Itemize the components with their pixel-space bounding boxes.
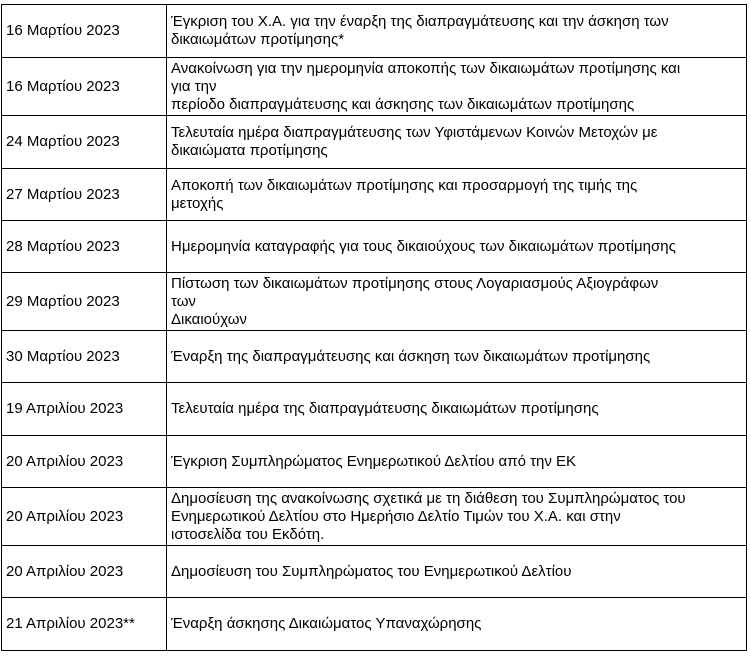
event-cell: Αποκοπή των δικαιωμάτων προτίμησης και προσαρμογή της τιμής της μετοχής [167, 169, 747, 221]
event-cell: Έναρξη της διαπραγμάτευσης και άσκηση των δικαιωμάτων προτίμησης [167, 331, 747, 383]
date-cell: 27 Μαρτίου 2023 [2, 169, 167, 221]
table-row [2, 331, 747, 383]
table-row [2, 169, 747, 221]
event-cell: Έναρξη άσκησης Δικαιώματος Υπαναχώρησης [167, 598, 747, 651]
table-row [2, 221, 747, 273]
event-cell: Έγκριση του Χ.Α. για την έναρξη της διαπραγμάτευσης και την άσκηση των δικαιωμάτων προτίμησης* [167, 5, 747, 58]
table-row [2, 436, 747, 488]
table-row [2, 383, 747, 436]
date-cell: 20 Απριλίου 2023 [2, 488, 167, 546]
event-cell: Τελευταία ημέρα διαπραγμάτευσης των Υφιστάμενων Κοινών Μετοχών με δικαιώματα προτίμησης [167, 116, 747, 169]
schedule-table [1, 4, 747, 651]
table-row [2, 273, 747, 331]
table-row [2, 116, 747, 169]
date-cell: 24 Μαρτίου 2023 [2, 116, 167, 169]
event-cell: Πίστωση των δικαιωμάτων προτίμησης στους Λογαριασμούς Αξιογράφων των Δικαιούχων [167, 273, 747, 331]
date-cell: 30 Μαρτίου 2023 [2, 331, 167, 383]
table-row [2, 598, 747, 651]
table-row [2, 488, 747, 546]
date-cell: 16 Μαρτίου 2023 [2, 58, 167, 116]
table-row [2, 546, 747, 598]
event-cell: Έγκριση Συμπληρώματος Ενημερωτικού Δελτίου από την ΕΚ [167, 436, 747, 488]
event-cell: Ανακοίνωση για την ημερομηνία αποκοπής των δικαιωμάτων προτίμησης και για την περίοδο διαπραγμάτευσης και άσκησης των δικαιωμάτων προτίμησης [167, 58, 747, 116]
date-cell: 28 Μαρτίου 2023 [2, 221, 167, 273]
event-cell: Δημοσίευση της ανακοίνωσης σχετικά με τη διάθεση του Συμπληρώματος του Ενημερωτικού Δελτίου στο Ημερήσιο Δελτίο Τιμών του Χ.Α. και στην ιστοσελίδα του Εκδότη. [167, 488, 747, 546]
date-cell: 16 Μαρτίου 2023 [2, 5, 167, 58]
date-cell: 21 Απριλίου 2023** [2, 598, 167, 651]
date-cell: 29 Μαρτίου 2023 [2, 273, 167, 331]
event-cell: Τελευταία ημέρα της διαπραγμάτευσης δικαιωμάτων προτίμησης [167, 383, 747, 436]
date-cell: 19 Απριλίου 2023 [2, 383, 167, 436]
table-row [2, 5, 747, 58]
event-cell: Δημοσίευση του Συμπληρώματος του Ενημερωτικού Δελτίου [167, 546, 747, 598]
date-cell: 20 Απριλίου 2023 [2, 546, 167, 598]
table-row [2, 58, 747, 116]
date-cell: 20 Απριλίου 2023 [2, 436, 167, 488]
event-cell: Ημερομηνία καταγραφής για τους δικαιούχους των δικαιωμάτων προτίμησης [167, 221, 747, 273]
